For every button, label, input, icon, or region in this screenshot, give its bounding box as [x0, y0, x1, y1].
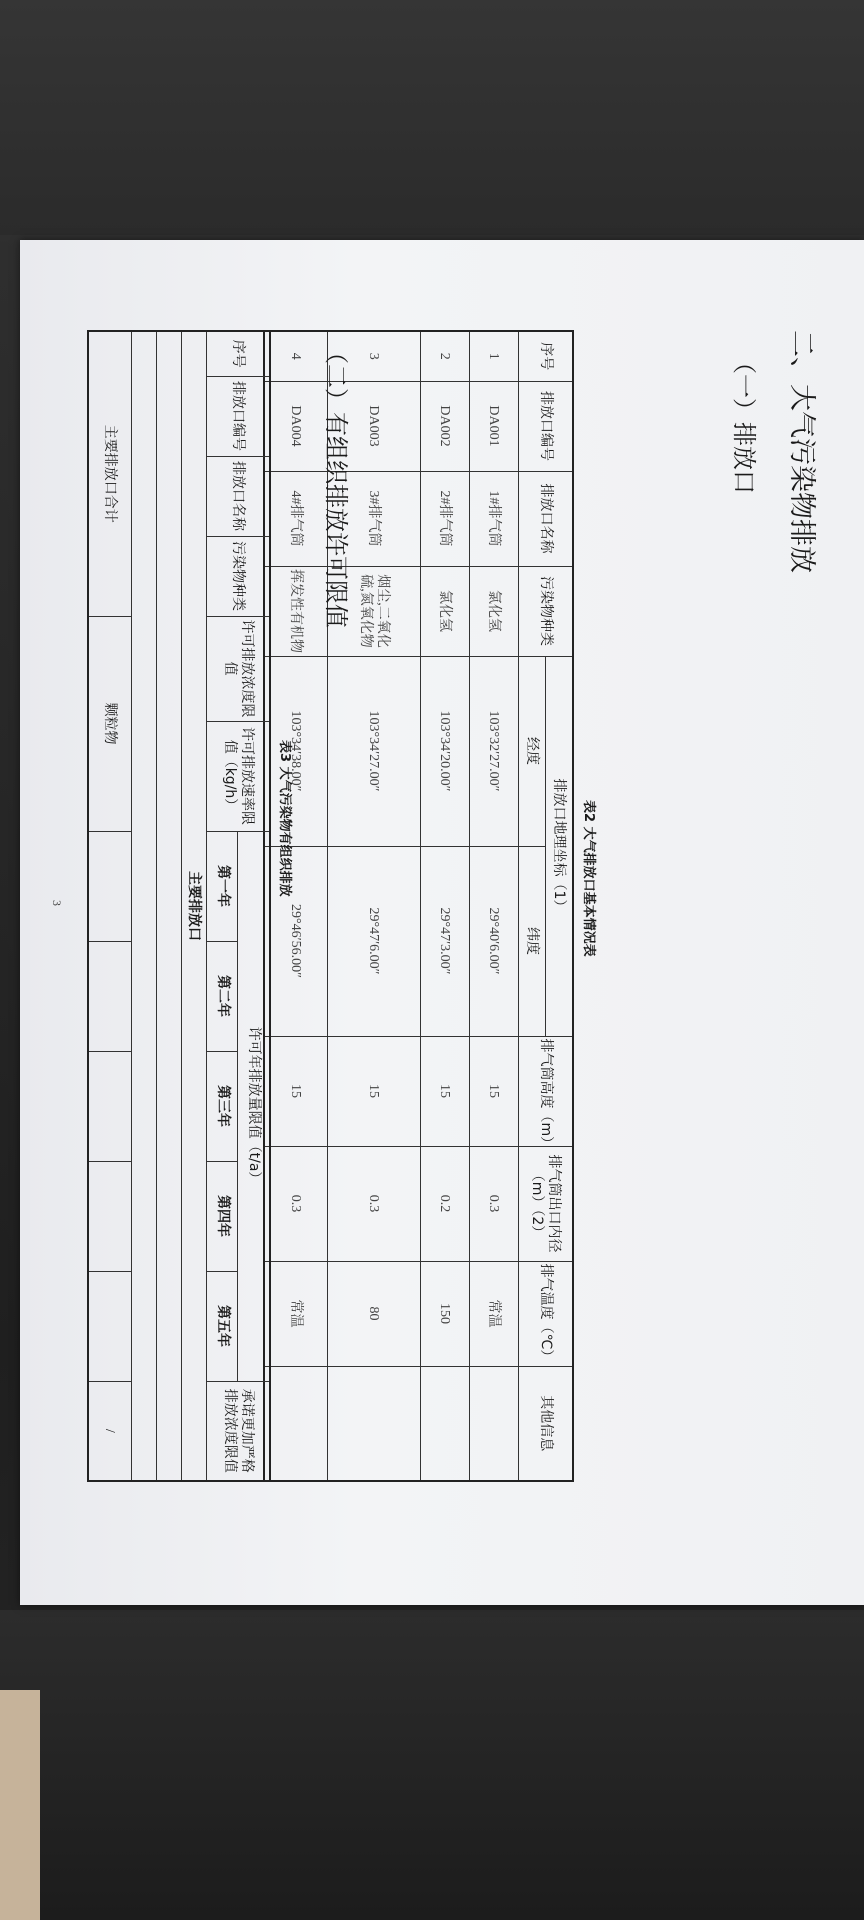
subsection-title-outlets: （一）排放口: [730, 350, 758, 494]
header-year3: 第三年: [207, 1051, 238, 1161]
header-year4: 第四年: [207, 1161, 238, 1271]
cell-other: [264, 1366, 328, 1481]
cell-lng: 103°34′27.00″: [328, 656, 421, 846]
cell-seq: 4: [264, 331, 328, 381]
cell-height: 15: [421, 1036, 470, 1146]
cell-code: DA002: [421, 381, 470, 471]
cell-empty: [157, 331, 182, 1481]
cell-empty: [88, 831, 132, 941]
cell-seq: 1: [470, 331, 519, 381]
header-outlet-code: 排放口编号: [207, 376, 271, 456]
cell-temp: 常温: [264, 1261, 328, 1366]
cell-seq: 3: [328, 331, 421, 381]
header-temp: 排气温度（℃）: [519, 1261, 574, 1366]
cell-pollutant: 氯化氢: [421, 566, 470, 656]
header-year1: 第一年: [207, 831, 238, 941]
cell-pollutant: 氯化氢: [470, 566, 519, 656]
table-organized-emission: [87, 330, 271, 1482]
cell-temp: 80: [328, 1261, 421, 1366]
header-outlet-name: 排放口名称: [519, 471, 574, 566]
cell-temp: 常温: [470, 1261, 519, 1366]
cell-lat: 29°47′3.00″: [421, 846, 470, 1036]
table-row-main-outlet: [182, 331, 207, 1481]
cell-name: 1#排气筒: [470, 471, 519, 566]
header-lat: 纬度: [519, 846, 546, 1036]
cell-height: 15: [470, 1036, 519, 1146]
cell-pollutant: 烟尘,二氧化硫,氮氧化物: [328, 566, 421, 656]
cell-name: 4#排气筒: [264, 471, 328, 566]
cell-name: 2#排气筒: [421, 471, 470, 566]
background-desk-bottom: [0, 1610, 864, 1920]
cell-diameter: 0.3: [328, 1146, 421, 1261]
cell-lat: 29°40′6.00″: [470, 846, 519, 1036]
cell-height: 15: [328, 1036, 421, 1146]
header-pollutant: 污染物种类: [207, 536, 271, 616]
section-title: 二、大气污染物排放: [786, 330, 817, 573]
cell-code: DA001: [470, 381, 519, 471]
header-rate-limit: 许可排放速率限值（kg/h）: [207, 721, 271, 831]
cell-diameter: 0.3: [264, 1146, 328, 1261]
cell-lat: 29°46′56.00″: [264, 846, 328, 1036]
cell-other: [328, 1366, 421, 1481]
cell-lat: 29°47′6.00″: [328, 846, 421, 1036]
cell-diameter: 0.2: [421, 1146, 470, 1261]
header-outlet-name: 排放口名称: [207, 456, 271, 536]
header-seq: 序号: [207, 331, 271, 376]
cell-height: 15: [264, 1036, 328, 1146]
cell-seq: 2: [421, 331, 470, 381]
header-year2: 第二年: [207, 941, 238, 1051]
header-height: 排气筒高度（m）: [519, 1036, 574, 1146]
subsection-title-limits: （二）有组织排放许可限值: [322, 340, 350, 628]
table-row-summary: [88, 331, 132, 1481]
table-row: [421, 331, 470, 1481]
cell-code: DA004: [264, 381, 328, 471]
cell-temp: 150: [421, 1261, 470, 1366]
table3-caption: 表3 大气污染物有组织排放: [277, 740, 292, 897]
cell-code: DA003: [328, 381, 421, 471]
header-diameter: 排气筒出口内径（m）（2）: [519, 1146, 574, 1261]
cell-lng: 103°34′20.00″: [421, 656, 470, 846]
header-lng: 经度: [519, 656, 546, 846]
header-seq: 序号: [519, 331, 574, 381]
cell-summary-label: 主要排放口合计: [88, 331, 132, 616]
header-other: 其他信息: [519, 1366, 574, 1481]
cell-slash: /: [88, 1381, 132, 1481]
page-number: 3: [50, 900, 64, 906]
document-page: [20, 240, 864, 1605]
cell-empty: [88, 1051, 132, 1161]
header-pollutant: 污染物种类: [519, 566, 574, 656]
header-annual-group: 许可年排放量限值（t/a）: [238, 831, 270, 1381]
cell-main-outlet: 主要排放口: [182, 331, 207, 1481]
header-stricter: 承诺更加严格排放浓度限值: [207, 1381, 271, 1481]
table-row-empty: [132, 331, 157, 1481]
cell-diameter: 0.3: [470, 1146, 519, 1261]
cell-other: [421, 1366, 470, 1481]
cell-lng: 103°32′27.00″: [470, 656, 519, 846]
background-box-edge: [0, 1690, 40, 1920]
cell-other: [470, 1366, 519, 1481]
cell-pollutant: 挥发性有机物: [264, 566, 328, 656]
cell-empty: [88, 1271, 132, 1381]
cell-name: 3#排气筒: [328, 471, 421, 566]
cell-lng: 103°34′38.00″: [264, 656, 328, 846]
table-row: [470, 331, 519, 1481]
table-row: [264, 331, 328, 1481]
cell-empty: [88, 1161, 132, 1271]
background-desk-top: [0, 0, 864, 235]
table-row-empty: [157, 331, 182, 1481]
header-conc-limit: 许可排放浓度限值: [207, 616, 271, 721]
table2-caption: 表2 大气排放口基本情况表: [581, 800, 596, 957]
rotated-page-content: [20, 240, 864, 1605]
cell-empty: [88, 941, 132, 1051]
table-outlet-basic-info: [263, 330, 574, 1482]
cell-empty: [132, 331, 157, 1481]
cell-summary-pollutant: 颗粒物: [88, 616, 132, 831]
header-outlet-code: 排放口编号: [519, 381, 574, 471]
header-coord-group: 排放口地理坐标（1）: [546, 656, 574, 1036]
header-year5: 第五年: [207, 1271, 238, 1381]
